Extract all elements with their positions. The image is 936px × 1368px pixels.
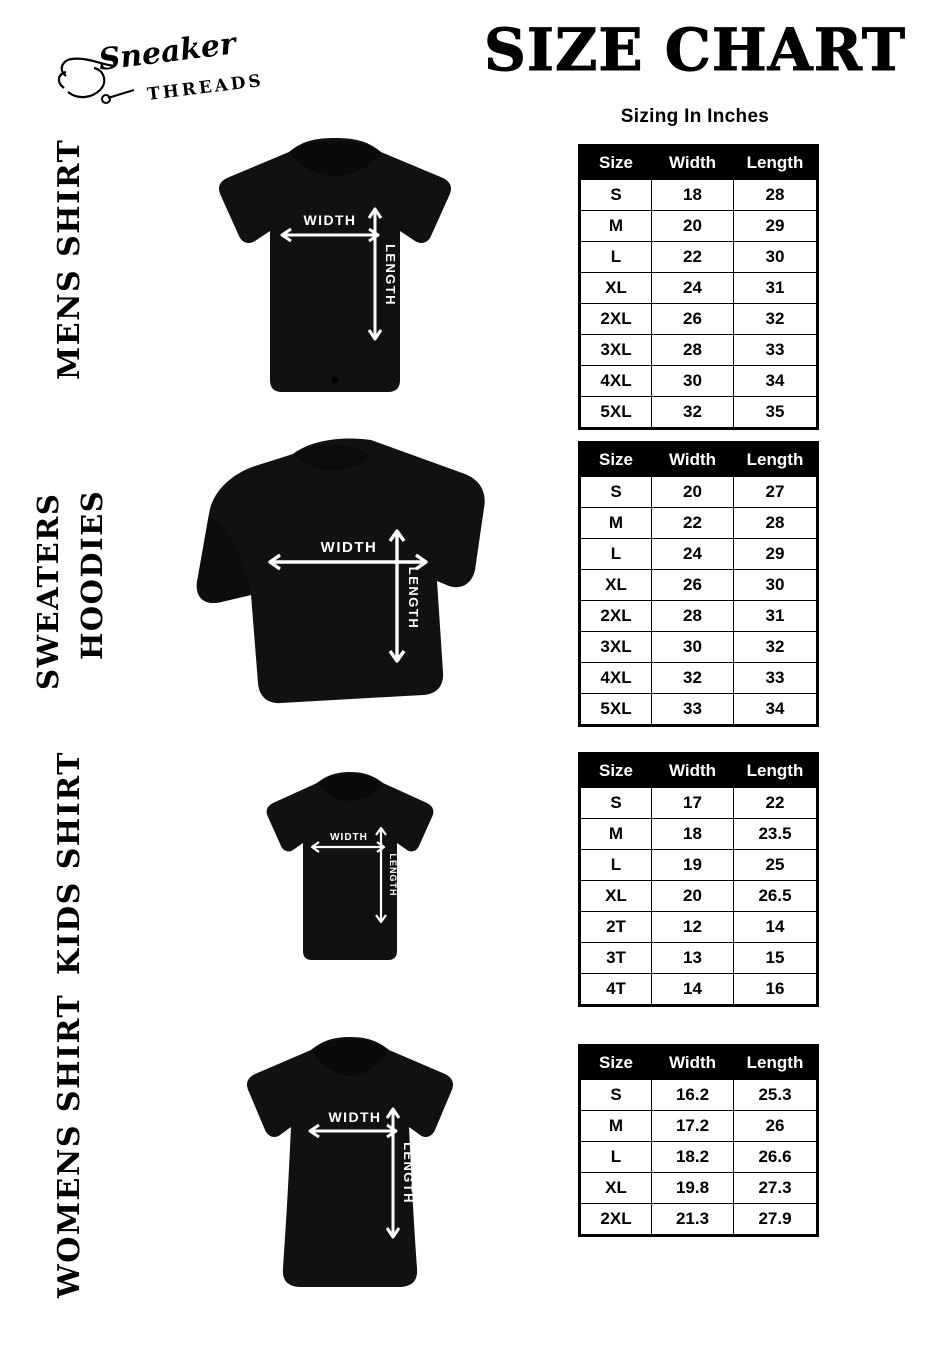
table-header-row <box>580 443 818 477</box>
cell-size: 3XL <box>580 335 652 366</box>
cell-size: S <box>580 477 652 508</box>
cell-width: 18 <box>652 819 734 850</box>
column-header-length: Length <box>734 443 818 477</box>
table-row <box>580 1142 818 1173</box>
column-header-size: Size <box>580 754 652 788</box>
sweatshirt-illustration <box>175 430 515 730</box>
section-label-sweaters-line1: SWEATERS <box>31 492 65 690</box>
cell-width: 18.2 <box>652 1142 734 1173</box>
cell-size: 5XL <box>580 694 652 726</box>
table-row <box>580 1204 818 1236</box>
cell-size: 3XL <box>580 632 652 663</box>
cell-size: M <box>580 1111 652 1142</box>
cell-size: XL <box>580 881 652 912</box>
cell-length: 15 <box>734 943 818 974</box>
cell-width: 32 <box>652 397 734 429</box>
cell-length: 23.5 <box>734 819 818 850</box>
table-row <box>580 819 818 850</box>
table-row <box>580 304 818 335</box>
cell-size: 4T <box>580 974 652 1006</box>
section-label-mens: MENS SHIRT <box>52 138 87 380</box>
cell-length: 22 <box>734 788 818 819</box>
cell-size: 3T <box>580 943 652 974</box>
cell-length: 32 <box>734 632 818 663</box>
column-header-length: Length <box>734 146 818 180</box>
cell-size: 4XL <box>580 366 652 397</box>
length-label: LENGTH <box>388 853 398 897</box>
column-header-size: Size <box>580 443 652 477</box>
table-row <box>580 242 818 273</box>
cell-width: 17 <box>652 788 734 819</box>
cell-size: 2XL <box>580 1204 652 1236</box>
cell-size: M <box>580 211 652 242</box>
table-row <box>580 663 818 694</box>
cell-size: S <box>580 1080 652 1111</box>
column-header-width: Width <box>652 443 734 477</box>
svg-text:Sneaker: Sneaker <box>96 26 238 78</box>
cell-width: 20 <box>652 477 734 508</box>
table-row <box>580 694 818 726</box>
cell-width: 21.3 <box>652 1204 734 1236</box>
cell-length: 27.3 <box>734 1173 818 1204</box>
length-label: LENGTH <box>406 566 421 630</box>
cell-width: 17.2 <box>652 1111 734 1142</box>
size-table-womens <box>578 1044 819 1237</box>
sneaker-threads-logo <box>48 26 268 116</box>
table-row <box>580 335 818 366</box>
cell-length: 27.9 <box>734 1204 818 1236</box>
page-subtitle: Sizing In Inches <box>620 106 770 127</box>
table-header-row <box>580 1046 818 1080</box>
table-row <box>580 508 818 539</box>
table-row <box>580 397 818 429</box>
width-label: WIDTH <box>328 1109 382 1125</box>
cell-size: XL <box>580 1173 652 1204</box>
table-row <box>580 601 818 632</box>
table-header-row <box>580 146 818 180</box>
column-header-length: Length <box>734 754 818 788</box>
width-label: WIDTH <box>330 832 368 843</box>
section-label-womens: WOMENS SHIRT <box>52 993 87 1298</box>
cell-width: 13 <box>652 943 734 974</box>
column-header-size: Size <box>580 146 652 180</box>
cell-length: 28 <box>734 508 818 539</box>
cell-length: 29 <box>734 211 818 242</box>
cell-width: 32 <box>652 663 734 694</box>
size-table-sweaters <box>578 441 819 727</box>
cell-width: 30 <box>652 632 734 663</box>
table-row <box>580 1111 818 1142</box>
table-row <box>580 273 818 304</box>
cell-length: 30 <box>734 242 818 273</box>
cell-size: S <box>580 180 652 211</box>
cell-length: 16 <box>734 974 818 1006</box>
cell-width: 30 <box>652 366 734 397</box>
size-table-kids <box>578 752 819 1007</box>
column-header-width: Width <box>652 146 734 180</box>
cell-size: 2T <box>580 912 652 943</box>
cell-size: 5XL <box>580 397 652 429</box>
cell-size: L <box>580 1142 652 1173</box>
kids-tshirt-illustration <box>245 765 455 980</box>
section-label-kids: KIDS SHIRT <box>52 750 87 975</box>
cell-length: 33 <box>734 335 818 366</box>
womens-tshirt-illustration <box>215 1030 485 1320</box>
column-header-width: Width <box>652 1046 734 1080</box>
cell-length: 25 <box>734 850 818 881</box>
cell-width: 20 <box>652 211 734 242</box>
cell-width: 18 <box>652 180 734 211</box>
svg-text:THREADS: THREADS <box>146 70 265 105</box>
cell-length: 30 <box>734 570 818 601</box>
table-row <box>580 211 818 242</box>
size-table-mens <box>578 144 819 430</box>
table-row <box>580 477 818 508</box>
mens-tshirt-illustration <box>185 130 485 415</box>
column-header-width: Width <box>652 754 734 788</box>
cell-width: 19 <box>652 850 734 881</box>
table-row <box>580 366 818 397</box>
table-row <box>580 912 818 943</box>
table-row <box>580 788 818 819</box>
cell-width: 22 <box>652 508 734 539</box>
cell-size: 2XL <box>580 601 652 632</box>
cell-size: XL <box>580 273 652 304</box>
cell-length: 31 <box>734 273 818 304</box>
section-label-sweaters-line2: HOODIES <box>75 489 109 660</box>
cell-width: 19.8 <box>652 1173 734 1204</box>
cell-width: 28 <box>652 335 734 366</box>
cell-length: 26.5 <box>734 881 818 912</box>
cell-width: 16.2 <box>652 1080 734 1111</box>
cell-width: 26 <box>652 570 734 601</box>
table-row <box>580 1080 818 1111</box>
cell-width: 24 <box>652 273 734 304</box>
cell-width: 28 <box>652 601 734 632</box>
width-label: WIDTH <box>303 212 357 228</box>
cell-width: 22 <box>652 242 734 273</box>
cell-size: M <box>580 508 652 539</box>
cell-length: 28 <box>734 180 818 211</box>
cell-length: 29 <box>734 539 818 570</box>
table-row <box>580 539 818 570</box>
cell-length: 33 <box>734 663 818 694</box>
table-row <box>580 632 818 663</box>
cell-size: S <box>580 788 652 819</box>
table-row <box>580 881 818 912</box>
cell-width: 26 <box>652 304 734 335</box>
width-label: WIDTH <box>320 539 378 556</box>
cell-length: 27 <box>734 477 818 508</box>
cell-size: L <box>580 539 652 570</box>
cell-size: M <box>580 819 652 850</box>
table-row <box>580 850 818 881</box>
cell-length: 26 <box>734 1111 818 1142</box>
table-row <box>580 974 818 1006</box>
cell-width: 12 <box>652 912 734 943</box>
cell-length: 32 <box>734 304 818 335</box>
table-row <box>580 180 818 211</box>
cell-width: 24 <box>652 539 734 570</box>
page-title: SIZE CHART <box>483 16 907 84</box>
cell-length: 25.3 <box>734 1080 818 1111</box>
cell-size: L <box>580 242 652 273</box>
cell-width: 14 <box>652 974 734 1006</box>
cell-length: 14 <box>734 912 818 943</box>
cell-size: 4XL <box>580 663 652 694</box>
table-row <box>580 1173 818 1204</box>
cell-length: 34 <box>734 694 818 726</box>
column-header-length: Length <box>734 1046 818 1080</box>
table-header-row <box>580 754 818 788</box>
cell-size: 2XL <box>580 304 652 335</box>
table-row <box>580 570 818 601</box>
cell-size: XL <box>580 570 652 601</box>
cell-width: 20 <box>652 881 734 912</box>
cell-length: 35 <box>734 397 818 429</box>
cell-length: 26.6 <box>734 1142 818 1173</box>
cell-length: 34 <box>734 366 818 397</box>
column-header-size: Size <box>580 1046 652 1080</box>
cell-size: L <box>580 850 652 881</box>
table-row <box>580 943 818 974</box>
section-label-sweaters <box>30 493 66 690</box>
cell-width: 33 <box>652 694 734 726</box>
length-label: LENGTH <box>401 1142 416 1204</box>
section-label-hoodies <box>74 490 110 660</box>
length-label: LENGTH <box>383 244 398 306</box>
cell-length: 31 <box>734 601 818 632</box>
